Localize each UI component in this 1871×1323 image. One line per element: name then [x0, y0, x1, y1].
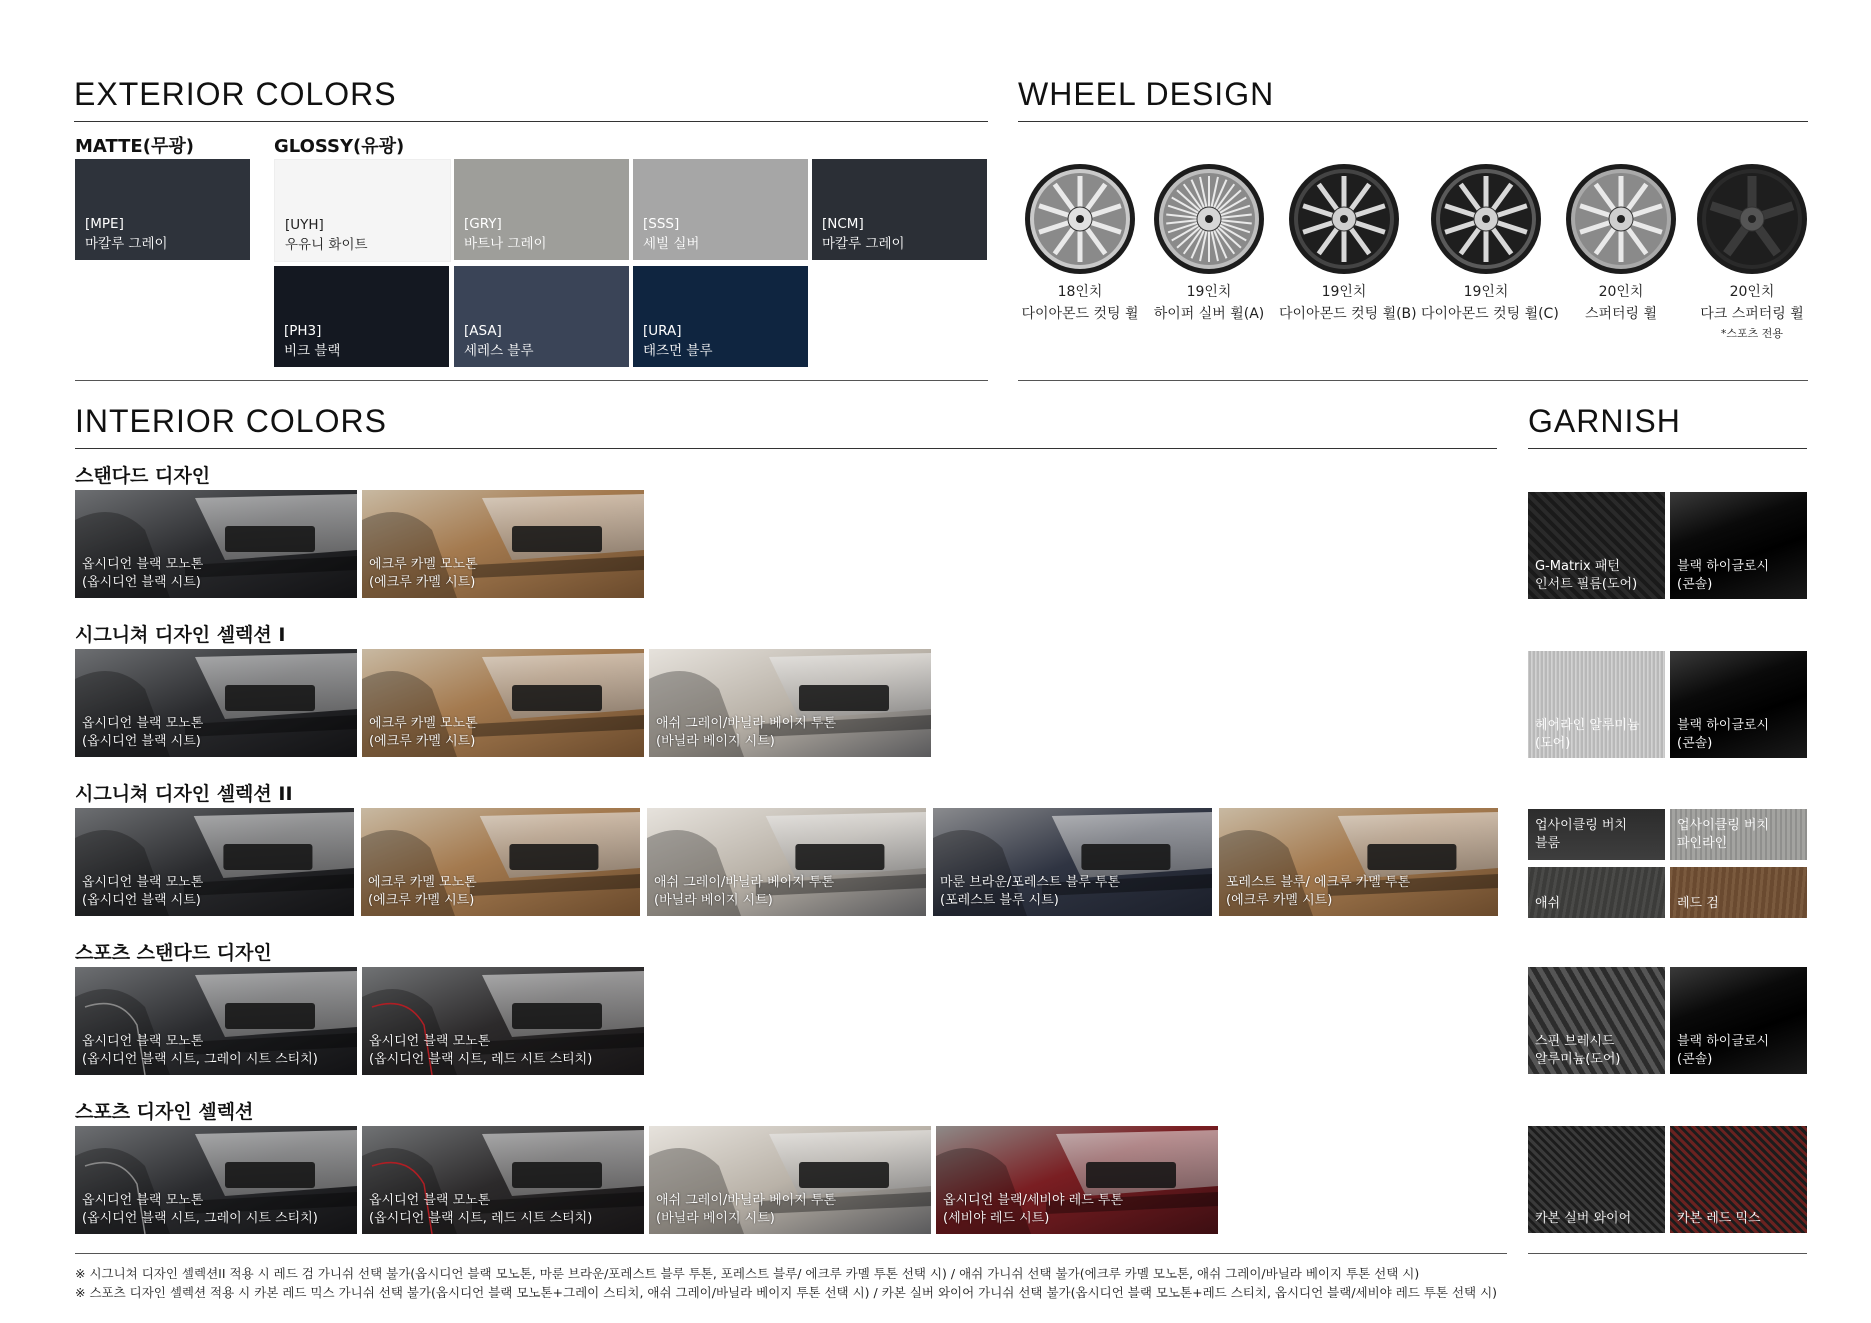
wheel-option[interactable] [1556, 163, 1686, 323]
garnish-option[interactable] [1670, 651, 1807, 758]
color-code: [ASA] [464, 323, 502, 339]
garnish-option[interactable] [1670, 1126, 1807, 1233]
color-swatch-asa[interactable] [454, 266, 629, 367]
garnish-name: G-Matrix 패턴 [1535, 559, 1620, 574]
wheel-size: 18인치 [1057, 284, 1103, 300]
color-swatch-label [464, 214, 547, 254]
interior-label [368, 874, 477, 910]
color-name: 바트나 그레이 [464, 236, 547, 252]
interior-seat-name: (옵시디언 블랙 시트) [82, 893, 201, 908]
color-swatch-label [822, 214, 905, 254]
interior-trim-name: 애쉬 그레이/바닐라 베이지 투톤 [656, 1193, 837, 1208]
interior-seat-name: (옵시디언 블랙 시트, 그레이 시트 스티치) [82, 1211, 318, 1226]
interior-label [369, 1192, 592, 1228]
garnish-location: 파인라인 [1677, 836, 1728, 851]
garnish-option[interactable] [1670, 867, 1807, 918]
wheel-name: 스퍼터링 휠 [1584, 306, 1658, 322]
color-name: 마칼루 그레이 [85, 236, 168, 252]
garnish-name: 블랙 하이글로시 [1677, 559, 1770, 574]
garnish-label [1677, 717, 1769, 753]
color-code: [PH3] [284, 323, 322, 339]
wheel-title-rule [1018, 121, 1808, 122]
interior-label [654, 874, 834, 910]
interior-option[interactable] [649, 649, 931, 757]
wheel-name: 다이아몬드 컷팅 휠 [1021, 306, 1139, 322]
interior-seat-name: (에크루 카멜 시트) [368, 893, 475, 908]
garnish-label [1535, 1033, 1621, 1069]
garnish-name: 블랙 하이글로시 [1677, 718, 1770, 733]
interior-option[interactable] [362, 490, 644, 598]
interior-trim-name: 옵시디언 블랙 모노톤 [82, 716, 204, 731]
interior-option[interactable] [361, 808, 640, 916]
garnish-location: 인서트 필름(도어) [1535, 577, 1638, 592]
color-code: [GRY] [464, 216, 502, 232]
interior-option[interactable] [75, 649, 357, 757]
interior-seat-name: (바닐라 베이지 시트) [656, 734, 775, 749]
garnish-label [1677, 895, 1719, 913]
interior-trim-name: 옵시디언 블랙 모노톤 [82, 1193, 204, 1208]
color-name: 비크 블랙 [284, 343, 341, 359]
interior-option[interactable] [362, 1126, 644, 1234]
garnish-name: 애쉬 [1535, 896, 1561, 911]
interior-label [82, 1192, 318, 1228]
wheel-name: 하이퍼 실버 휠(A) [1153, 306, 1265, 322]
garnish-title-rule [1528, 448, 1807, 449]
color-swatch-gry[interactable] [454, 159, 629, 260]
interior-option[interactable] [362, 967, 644, 1075]
color-swatch-uyh[interactable] [274, 159, 451, 262]
color-code: [NCM] [822, 216, 864, 232]
exterior-title: EXTERIOR COLORS [74, 76, 397, 112]
interior-seat-name: (에크루 카멜 시트) [1226, 893, 1333, 908]
garnish-name: 레드 검 [1677, 896, 1719, 911]
wheel-option[interactable] [1015, 163, 1145, 323]
wheel-note: *스포츠 전용 [1720, 327, 1784, 340]
interior-trim-name: 애쉬 그레이/바닐라 베이지 투톤 [654, 875, 835, 890]
garnish-label [1535, 817, 1627, 853]
interior-trim-name: 옵시디언 블랙/세비야 레드 투톤 [943, 1193, 1124, 1208]
garnish-name: 헤어라인 알루미늄 [1535, 718, 1640, 733]
wheel-icon [1024, 163, 1136, 275]
interior-group-title: 스탠다드 디자인 [75, 465, 211, 487]
garnish-name: 카본 실버 와이어 [1535, 1211, 1632, 1226]
wheel-size: 20인치 [1729, 284, 1775, 300]
interior-seat-name: (에크루 카멜 시트) [369, 575, 476, 590]
garnish-option[interactable] [1528, 492, 1665, 599]
garnish-location: 알루미늄(도어) [1535, 1052, 1621, 1067]
interior-option[interactable] [649, 1126, 931, 1234]
color-name: 태즈먼 블루 [643, 343, 713, 359]
interior-label [369, 1033, 592, 1069]
garnish-location: (도어) [1535, 736, 1571, 751]
garnish-option[interactable] [1528, 651, 1665, 758]
color-swatch-label [284, 321, 340, 361]
footnote-1: ※ 시그니쳐 디자인 셀렉션II 적용 시 레드 검 가니쉬 선택 불가(옵시디언 블랙 모노톤, 마룬 브라운/포레스트 블루 투톤, 포레스트 블루/ 에크루 카멜 투톤 선택 시) / 애쉬 가니쉬 선택 불가(에크루 카멜 모노톤, 애쉬 그레이/바닐라 베이지 투톤 선택 시) [75, 1266, 1420, 1281]
interior-seat-name: (옵시디언 블랙 시트) [82, 575, 201, 590]
interior-option[interactable] [75, 808, 354, 916]
garnish-label [1535, 558, 1637, 594]
wheel-title: WHEEL DESIGN [1018, 76, 1275, 112]
color-swatch-ph3[interactable] [274, 266, 449, 367]
garnish-name: 업사이클링 버치 [1535, 818, 1628, 833]
interior-label [82, 556, 203, 592]
interior-label [656, 1192, 836, 1228]
wheel-option[interactable] [1144, 163, 1274, 323]
garnish-title: GARNISH [1528, 403, 1681, 439]
interior-trim-name: 옵시디언 블랙 모노톤 [369, 1034, 491, 1049]
color-swatch-label [285, 215, 368, 255]
interior-group-title: 시그니쳐 디자인 셀렉션 I [75, 624, 286, 646]
garnish-name: 블랙 하이글로시 [1677, 1034, 1770, 1049]
garnish-name: 스핀 브레시드 [1535, 1034, 1615, 1049]
footnote-2: ※ 스포츠 디자인 셀렉션 적용 시 카본 레드 믹스 가니쉬 선택 불가(옵시디언 블랙 모노톤+그레이 스티치, 애쉬 그레이/바닐라 베이지 투톤 선택 시) / 카본 실버 와이어 가니쉬 선택 불가(옵시디언 블랙 모노톤+레드 스티치, 옵시디언 블랙/세비야 레드 투톤 선택 시) [75, 1285, 1498, 1300]
interior-seat-name: (에크루 카멜 시트) [369, 734, 476, 749]
garnish-label [1677, 558, 1769, 594]
interior-title-rule [75, 448, 1497, 449]
wheel-name: 다크 스퍼터링 휠 [1700, 306, 1804, 322]
wheel-icon [1288, 163, 1400, 275]
interior-option[interactable] [362, 649, 644, 757]
interior-label [1226, 874, 1410, 910]
color-code: [SSS] [643, 216, 680, 232]
color-swatch-label [464, 321, 534, 361]
garnish-label [1535, 895, 1560, 913]
color-swatch-label [643, 214, 699, 254]
interior-trim-name: 옵시디언 블랙 모노톤 [369, 1193, 491, 1208]
color-name: 세빌 실버 [643, 236, 700, 252]
garnish-option[interactable] [1670, 492, 1807, 599]
garnish-bottom-rule [1528, 1253, 1807, 1254]
color-name: 우유니 화이트 [285, 237, 368, 253]
color-code: [UYH] [285, 217, 324, 233]
garnish-name: 카본 레드 믹스 [1677, 1211, 1761, 1226]
interior-trim-name: 에크루 카멜 모노톤 [369, 557, 478, 572]
wheel-size: 20인치 [1598, 284, 1644, 300]
interior-seat-name: (바닐라 베이지 시트) [654, 893, 773, 908]
color-swatch-ura[interactable] [633, 266, 808, 367]
interior-option[interactable] [936, 1126, 1218, 1234]
interior-option[interactable] [933, 808, 1212, 916]
wheel-name: 다이아몬드 컷팅 휠(C) [1421, 306, 1559, 322]
interior-trim-name: 마룬 브라운/포레스트 블루 투톤 [940, 875, 1121, 890]
interior-option[interactable] [647, 808, 926, 916]
garnish-label [1677, 1210, 1761, 1228]
wheel-icon [1696, 163, 1808, 275]
exterior-title-rule [74, 121, 988, 122]
garnish-option[interactable] [1670, 967, 1807, 1074]
interior-label [940, 874, 1120, 910]
interior-trim-name: 에크루 카멜 모노톤 [369, 716, 478, 731]
color-name: 세레스 블루 [464, 343, 534, 359]
interior-group-title: 시그니쳐 디자인 셀렉션 II [75, 783, 293, 805]
interior-label [369, 715, 478, 751]
interior-seat-name: (옵시디언 블랙 시트, 그레이 시트 스티치) [82, 1052, 318, 1067]
interior-option[interactable] [1219, 808, 1498, 916]
garnish-location: 블룸 [1535, 836, 1561, 851]
interior-label [82, 1033, 318, 1069]
interior-seat-name: (옵시디언 블랙 시트) [82, 734, 201, 749]
interior-seat-name: (옵시디언 블랙 시트, 레드 시트 스티치) [369, 1211, 593, 1226]
interior-seat-name: (세비야 레드 시트) [943, 1211, 1050, 1226]
garnish-option[interactable] [1670, 809, 1807, 860]
color-swatch-label [85, 214, 168, 254]
interior-label [82, 874, 203, 910]
exterior-bottom-rule [75, 380, 988, 381]
interior-trim-name: 옵시디언 블랙 모노톤 [82, 875, 204, 890]
garnish-option[interactable] [1528, 1126, 1665, 1233]
garnish-location: (콘솔) [1677, 1052, 1713, 1067]
interior-label [656, 715, 836, 751]
garnish-option[interactable] [1528, 867, 1665, 918]
wheel-icon [1430, 163, 1542, 275]
garnish-location: (콘솔) [1677, 577, 1713, 592]
garnish-name: 업사이클링 버치 [1677, 818, 1770, 833]
garnish-location: (콘솔) [1677, 736, 1713, 751]
interior-trim-name: 포레스트 블루/ 에크루 카멜 투톤 [1226, 875, 1411, 890]
color-swatch-label [643, 321, 713, 361]
wheel-icon [1153, 163, 1265, 275]
interior-label [82, 715, 203, 751]
wheel-option[interactable] [1421, 163, 1559, 323]
garnish-label [1677, 817, 1769, 853]
wheel-option[interactable] [1687, 163, 1817, 341]
footnote-rule [75, 1253, 1507, 1254]
wheel-name: 다이아몬드 컷팅 휠(B) [1279, 306, 1417, 322]
interior-option[interactable] [75, 967, 357, 1075]
interior-seat-name: (바닐라 베이지 시트) [656, 1211, 775, 1226]
glossy-label: GLOSSY(유광) [274, 136, 405, 157]
interior-trim-name: 애쉬 그레이/바닐라 베이지 투톤 [656, 716, 837, 731]
color-swatch-sss[interactable] [633, 159, 808, 260]
garnish-label [1535, 717, 1640, 753]
interior-trim-name: 옵시디언 블랙 모노톤 [82, 557, 204, 572]
garnish-option[interactable] [1528, 967, 1665, 1074]
interior-option[interactable] [75, 490, 357, 598]
interior-label [943, 1192, 1123, 1228]
interior-trim-name: 에크루 카멜 모노톤 [368, 875, 477, 890]
garnish-label [1677, 1033, 1769, 1069]
color-code: [URA] [643, 323, 682, 339]
interior-label [369, 556, 478, 592]
interior-group-title: 스포츠 디자인 셀렉션 [75, 1101, 254, 1123]
interior-trim-name: 옵시디언 블랙 모노톤 [82, 1034, 204, 1049]
wheel-icon [1565, 163, 1677, 275]
color-code: [MPE] [85, 216, 124, 232]
interior-option[interactable] [75, 1126, 357, 1234]
wheel-bottom-rule [1018, 380, 1808, 381]
wheel-size: 19인치 [1321, 284, 1367, 300]
interior-seat-name: (포레스트 블루 시트) [940, 893, 1059, 908]
color-swatch-ncm[interactable] [812, 159, 987, 260]
garnish-option[interactable] [1528, 809, 1665, 860]
interior-title: INTERIOR COLORS [75, 403, 387, 439]
interior-seat-name: (옵시디언 블랙 시트, 레드 시트 스티치) [369, 1052, 593, 1067]
color-swatch-mpe[interactable] [75, 159, 250, 260]
wheel-option[interactable] [1279, 163, 1417, 323]
wheel-size: 19인치 [1186, 284, 1232, 300]
wheel-size: 19인치 [1463, 284, 1509, 300]
interior-group-title: 스포츠 스탠다드 디자인 [75, 942, 272, 964]
garnish-label [1535, 1210, 1631, 1228]
color-name: 마칼루 그레이 [822, 236, 905, 252]
matte-label: MATTE(무광) [75, 136, 194, 157]
